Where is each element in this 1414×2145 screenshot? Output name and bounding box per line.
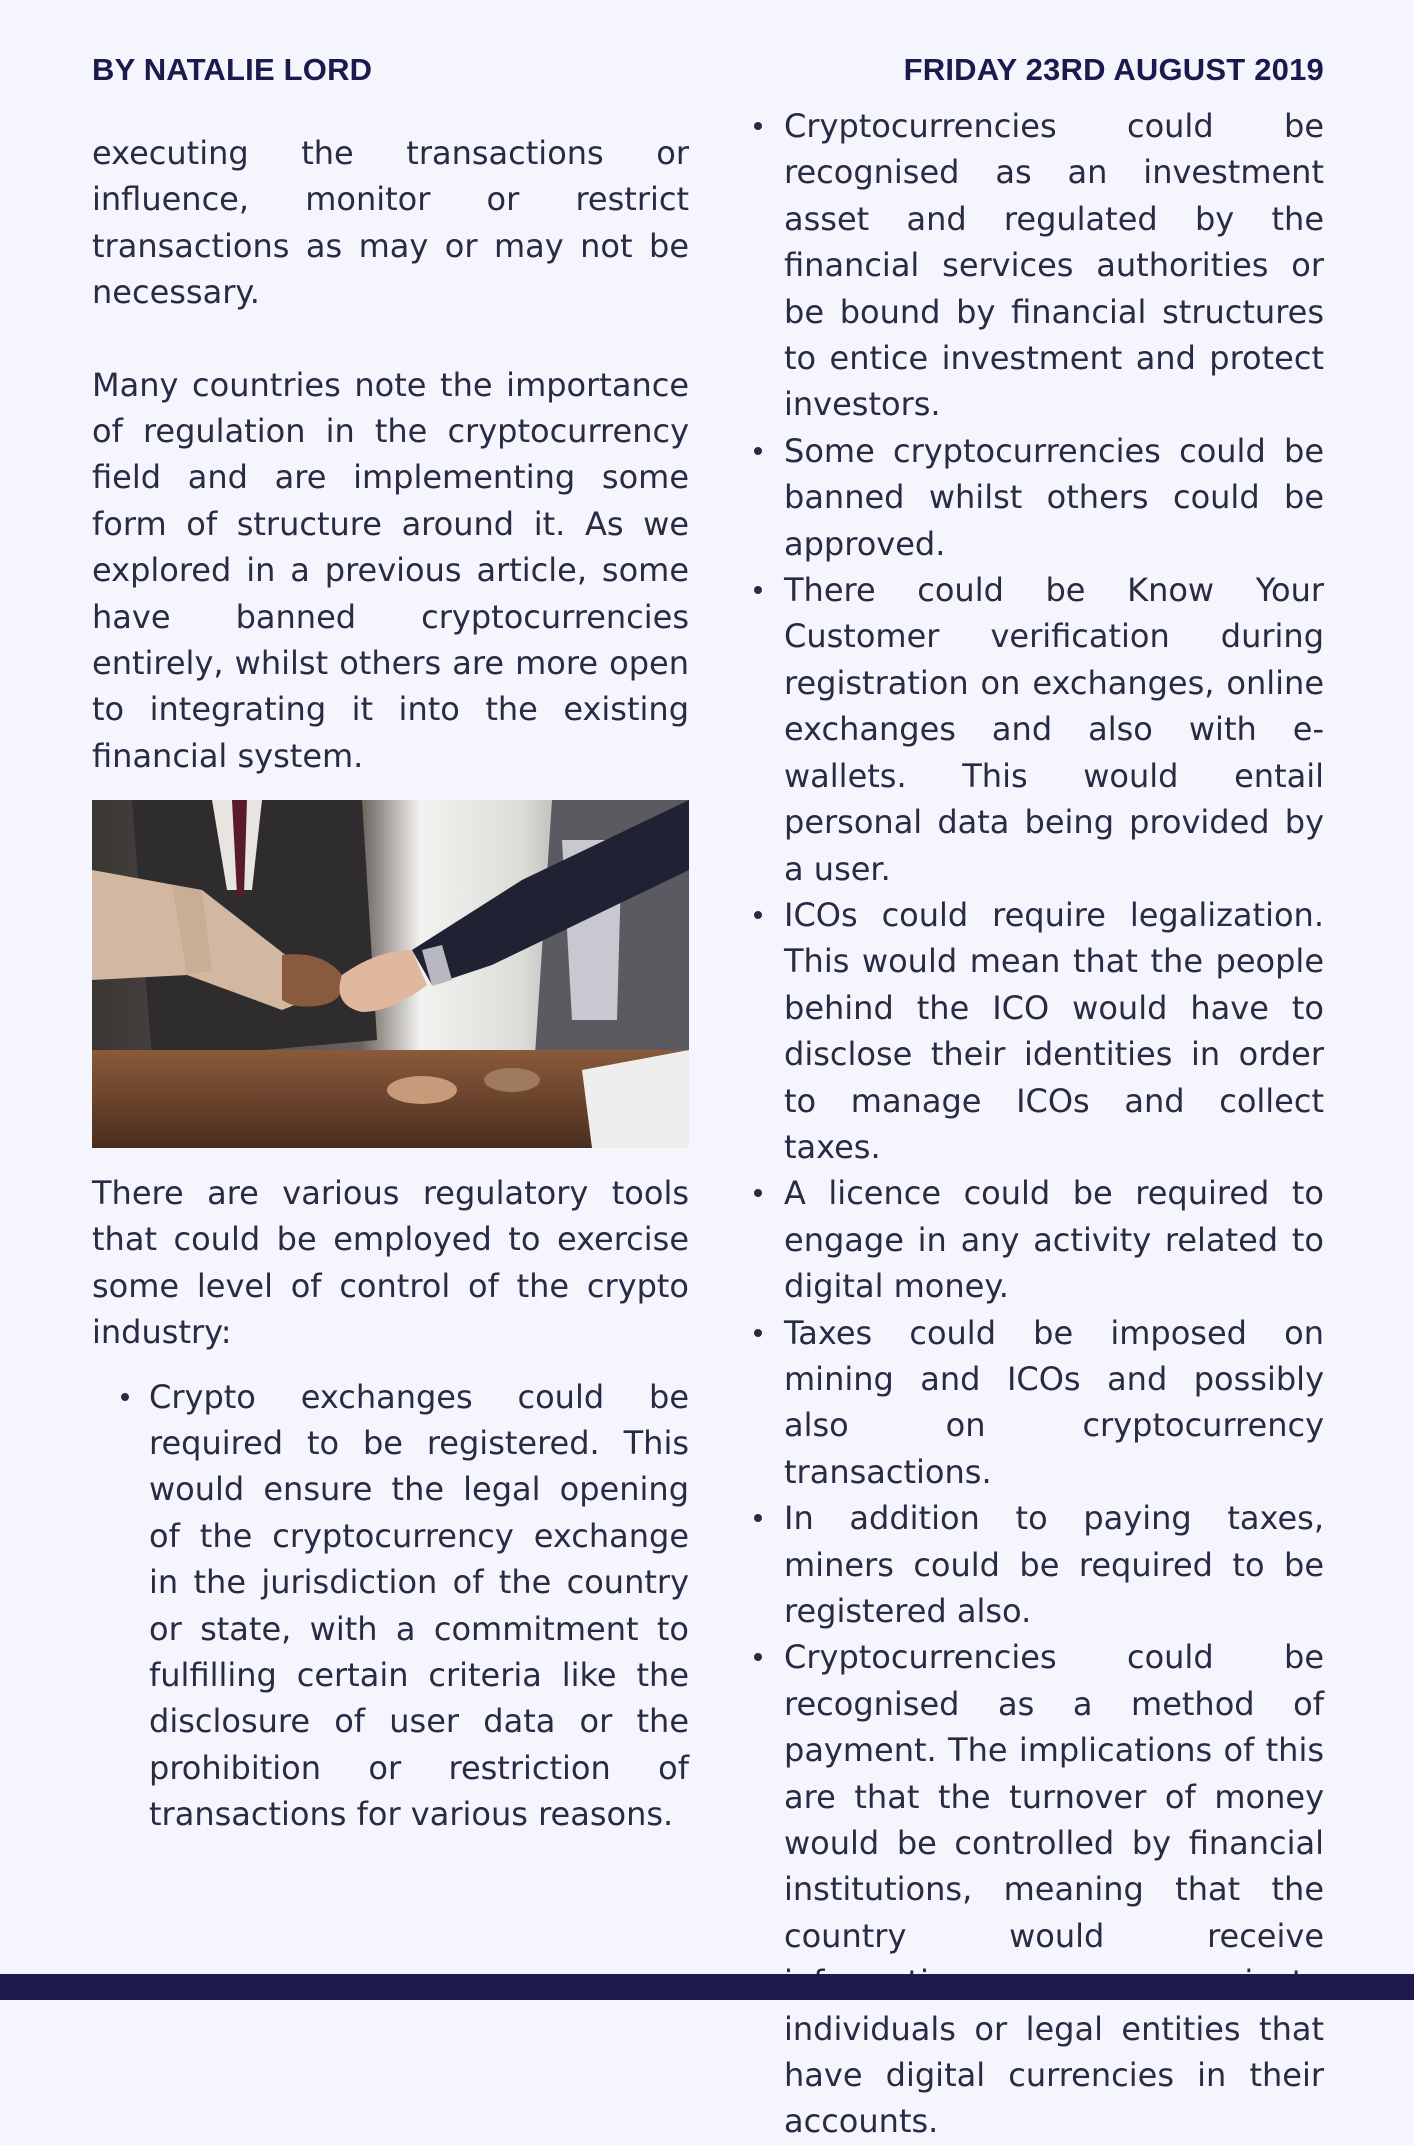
handshake-illustration xyxy=(92,800,689,1148)
regulatory-tools-section xyxy=(92,1170,689,1838)
list-item: ICOs could require legalization. This would mean that the people behind the ICO would have to disclose their identities in order to manage ICOs and collect taxes. xyxy=(742,892,1324,1170)
handshake-photo xyxy=(92,800,689,1148)
list-item: Taxes could be imposed on mining and ICOs and possibly also on cryptocurrency transactions. xyxy=(742,1310,1324,1496)
list-item: Cryptocurrencies could be recognised as a method of payment. The implications of this are that the turnover of money would be controlled by financial institutions, meaning that the country would receive individuals or legal entities that have digital currencies in their accounts. xyxy=(742,1634,1324,2144)
footer-bar xyxy=(0,1974,1414,2000)
paragraph-continuation: executing the transactions or influence, monitor or restrict transactions as may or may not be necessary. xyxy=(92,134,689,312)
bullet-list-right xyxy=(742,103,1324,2145)
list-item: Some cryptocurrencies could be banned whilst others could be approved. xyxy=(742,428,1324,567)
list-item: There could be Know Your Customer verification during registration on exchanges, online exchanges and also with e-wallets. This would entail personal data being provided by a user. xyxy=(742,567,1324,892)
author-byline: BY NATALIE LORD xyxy=(92,52,373,87)
list-item: Crypto exchanges could be required to be registered. This would ensure the legal opening of the cryptocurrency exchange in the jurisdiction of the country or state, with a commitment to fulfilling certain criteria like the disclosure of user data or the prohibition or restriction of transactions for various reasons. xyxy=(149,1374,689,1838)
paragraph-regulation: Many countries note the importance of regulation in the cryptocurrency field and are implementing some form of structure around it. As we explored in a previous article, some have banned cryptocurrencies entirely, whilst others are more open to integrating it into the existing financial system. xyxy=(92,365,689,775)
publish-date: FRIDAY 23RD AUGUST 2019 xyxy=(903,52,1324,87)
list-item: A licence could be required to engage in any activity related to digital money. xyxy=(742,1170,1324,1309)
paragraph-regulatory-tools: There are various regulatory tools that could be employed to exercise some level of control of the crypto industry: xyxy=(92,1174,689,1352)
bullet-list-left xyxy=(92,1374,689,1838)
page-header xyxy=(92,52,1324,88)
left-column xyxy=(92,130,689,779)
right-column xyxy=(742,103,1324,2145)
list-item: In addition to paying taxes, miners could be required to be registered also. xyxy=(742,1495,1324,1634)
list-item: Cryptocurrencies could be recognised as an investment asset and regulated by the financial services authorities or be bound by financial structures to entice investment and protect investors. xyxy=(742,103,1324,428)
